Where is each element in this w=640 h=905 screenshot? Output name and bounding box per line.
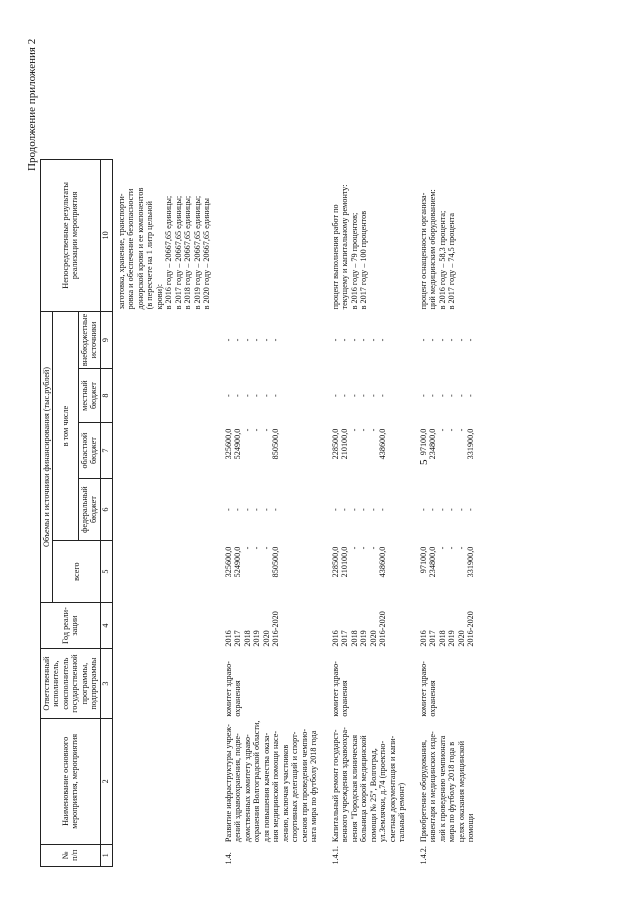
cell-line: -: [261, 546, 271, 550]
cell-line: 97100,0: [418, 546, 428, 574]
row-spacer: [320, 159, 330, 866]
cell-line: -: [437, 546, 447, 550]
name-cell: [418, 719, 477, 844]
cell-line: Капитальный ремонт государст-: [330, 729, 340, 843]
cell-line: 228500,0: [330, 546, 340, 578]
cell-line: охранения Волгоградской области,: [252, 720, 262, 843]
page-number: 5: [418, 459, 430, 465]
cell-line: крови):: [154, 283, 164, 310]
cell-line: -: [466, 394, 476, 397]
federal-cell: [418, 479, 477, 541]
cell-line: ния медицинской помощи насе-: [271, 730, 281, 843]
cell-line: -: [349, 338, 359, 342]
local-cell: [330, 369, 408, 423]
years-cell: [418, 603, 477, 649]
cell-line: 331900,0: [466, 546, 476, 578]
name-cell: [330, 719, 408, 844]
column-number: 6: [100, 479, 112, 541]
cell-line: -: [261, 394, 271, 397]
cell-line: -: [271, 508, 281, 511]
header-regional: областной бюджет: [78, 423, 100, 479]
header-total: всего: [53, 541, 100, 603]
cell-line: -: [368, 338, 378, 342]
column-number: 9: [100, 311, 112, 368]
extra-cell: [418, 311, 477, 368]
cell-line: в 2016 году – 79 процентов;: [349, 212, 359, 310]
cell-line: -: [437, 428, 447, 432]
cell-line: донорской крови и ее компонентов: [135, 187, 145, 310]
header-executor: Ответственный исполнитель, соисполнитель государственной программы, подпрограммы: [41, 649, 101, 719]
cell-line: -: [252, 338, 262, 342]
cell-line: -: [456, 428, 466, 432]
cell-line: -: [418, 394, 428, 397]
cell-line: 325600,0: [223, 546, 233, 578]
cell-line: комитет здраво-: [330, 661, 340, 717]
cell-line: -: [252, 508, 262, 511]
cell-line: -: [447, 508, 457, 511]
cell-line: -: [466, 508, 476, 511]
cell-line: венного учреждения здравоохра-: [340, 727, 350, 843]
cell-line: -: [242, 508, 252, 511]
cell-line: -: [437, 338, 447, 342]
cell-line: охранения: [428, 680, 438, 717]
cell-line: в 2017 году – 20667,65 единицы;: [173, 195, 183, 310]
regional-cell: [330, 423, 408, 479]
extra-cell: [330, 311, 408, 368]
cell-line: в 2016 году – 20667,65 единицы;: [164, 195, 174, 310]
column-number: 3: [100, 649, 112, 719]
results-cell: [330, 159, 408, 311]
cell-line: -: [261, 428, 271, 432]
cell-line: лению, включая участников: [280, 744, 290, 843]
cell-line: -: [368, 394, 378, 397]
cell-line: -: [340, 508, 350, 511]
cell-line: -: [223, 338, 233, 342]
cell-line: в 2019 году – 20667,65 единицы;: [192, 195, 202, 310]
cell-line: в 2018 году – 20667,65 единицы;: [183, 195, 193, 310]
table-row: [112, 159, 213, 866]
cell-line: 2018: [437, 630, 447, 647]
row-spacer: [408, 159, 418, 866]
cell-line: в 2020 году – 20667,65 единицы: [202, 198, 212, 310]
total-cell: [418, 541, 477, 603]
cell-line: -: [378, 508, 388, 511]
cell-line: 2019: [252, 630, 262, 647]
cell-line: -: [349, 428, 359, 432]
header-local: местный бюджет: [78, 369, 100, 423]
header-year: Год реали-зации: [41, 603, 101, 649]
cell-line: -: [418, 508, 428, 511]
cell-line: -: [271, 394, 281, 397]
total-cell: [223, 541, 320, 603]
results-cell: [418, 159, 477, 311]
cell-line: сменов при проведении чемпио-: [299, 728, 309, 843]
cell-line: помощи № 25", Волгоград,: [368, 748, 378, 843]
cell-line: 234800,0: [428, 428, 438, 460]
cell-line: в 2016 году – 58,3 процента;: [437, 210, 447, 310]
cell-line: ната мира по футболу 2018 года: [309, 730, 319, 843]
cell-line: (в пересчете на 1 литр цельной: [145, 201, 155, 310]
cell-line: -: [456, 394, 466, 397]
table-row: [223, 159, 320, 866]
cell-line: -: [368, 428, 378, 432]
cell-line: -: [340, 394, 350, 397]
column-number: 10: [100, 159, 112, 311]
executor-cell: [330, 649, 408, 719]
cell-line: 438600,0: [378, 546, 388, 578]
cell-line: 2017: [428, 630, 438, 647]
header-federal: федеральный бюджет: [78, 479, 100, 541]
years-cell: [223, 603, 320, 649]
cell-line: -: [242, 394, 252, 397]
cell-line: охранения: [340, 680, 350, 717]
row-number: 1.4.2.: [418, 846, 428, 865]
cell-line: 210100,0: [340, 428, 350, 460]
cell-line: -: [330, 508, 340, 511]
cell-line: процент оснащенности организа-: [418, 192, 428, 310]
cell-line: сметная документация и капи-: [387, 735, 397, 843]
cell-line: -: [330, 394, 340, 397]
row-spacer: [213, 159, 223, 866]
local-cell: [223, 369, 320, 423]
cell-line: -: [359, 394, 369, 397]
cell-line: в 2017 году – 100 процентов: [359, 210, 369, 310]
cell-line: текущему и капитальному ремонту:: [340, 184, 350, 310]
cell-line: -: [368, 508, 378, 511]
cell-line: -: [340, 338, 350, 342]
cell-line: 2020: [368, 630, 378, 647]
cell-line: 2020: [261, 630, 271, 647]
column-number: 7: [100, 423, 112, 479]
cell-line: -: [378, 338, 388, 342]
name-cell: [223, 719, 320, 844]
cell-line: целях оказания медицинской: [456, 740, 466, 843]
cell-line: 2019: [447, 630, 457, 647]
cell-line: 2020: [456, 630, 466, 647]
header-results: Непосредственные результаты реализации мероприятия: [41, 159, 101, 311]
cell-line: мира по футболу 2018 года в: [447, 741, 457, 843]
cell-line: больница скорой медицинской: [359, 735, 369, 843]
cell-line: заготовка, хранение, транспорти-: [116, 193, 126, 310]
cell-line: Приобретение оборудования,: [418, 739, 428, 843]
cell-line: 234800,0: [428, 546, 438, 578]
row-number: 1.4.: [223, 852, 233, 865]
cell-line: -: [349, 546, 359, 550]
cell-line: -: [368, 546, 378, 550]
total-cell: [330, 541, 408, 603]
cell-line: 850500,0: [271, 428, 281, 460]
federal-cell: [223, 479, 320, 541]
cell-line: помощи: [466, 813, 476, 843]
cell-line: -: [456, 508, 466, 511]
cell-line: в 2017 году – 74,5 процента: [447, 212, 457, 310]
cell-line: для повышения качества оказа-: [261, 732, 271, 843]
cell-line: -: [466, 338, 476, 342]
federal-cell: [330, 479, 408, 541]
cell-line: процент выполнения работ по: [330, 204, 340, 310]
cell-line: 2016: [418, 630, 428, 647]
cell-line: 2018: [242, 630, 252, 647]
cell-line: дений здравоохранения, подве-: [233, 733, 243, 843]
cell-line: -: [456, 338, 466, 342]
cell-line: -: [271, 338, 281, 342]
column-number: 5: [100, 541, 112, 603]
regional-cell: [223, 423, 320, 479]
cell-line: -: [223, 508, 233, 511]
cell-line: 524900,0: [233, 546, 243, 578]
cell-line: 2016-2020: [466, 611, 476, 647]
cell-line: -: [447, 338, 457, 342]
cell-line: -: [359, 338, 369, 342]
cell-line: -: [261, 338, 271, 342]
cell-line: -: [252, 546, 262, 550]
table-row: [418, 159, 477, 866]
cell-line: -: [378, 394, 388, 397]
cell-line: 2016: [330, 630, 340, 647]
column-number: 2: [100, 719, 112, 844]
cell-line: домственных комитету здраво-: [242, 734, 252, 843]
table-row: [330, 159, 408, 866]
cell-line: 850500,0: [271, 546, 281, 578]
local-cell: [418, 369, 477, 423]
cell-line: -: [428, 394, 438, 397]
cell-line: -: [233, 394, 243, 397]
cell-line: охранения: [233, 680, 243, 717]
cell-line: -: [233, 508, 243, 511]
cell-line: 331900,0: [466, 428, 476, 460]
cell-line: -: [261, 508, 271, 511]
cell-line: -: [349, 394, 359, 397]
cell-line: тальный ремонт): [397, 782, 407, 843]
cell-line: -: [349, 508, 359, 511]
cell-line: -: [428, 508, 438, 511]
cell-line: -: [437, 394, 447, 397]
cell-line: -: [252, 394, 262, 397]
cell-line: 2018: [349, 630, 359, 647]
results-cell: [223, 159, 320, 311]
column-number: 4: [100, 603, 112, 649]
cell-line: 524900,0: [233, 428, 243, 460]
cell-line: ций медицинским оборудованием:: [428, 189, 438, 310]
cell-line: -: [447, 394, 457, 397]
cell-line: -: [242, 546, 252, 550]
cell-line: -: [242, 428, 252, 432]
header-extra: внебюджетные источники: [78, 311, 100, 368]
regional-cell: [418, 423, 477, 479]
cell-line: 2016-2020: [378, 611, 388, 647]
extra-cell: [223, 311, 320, 368]
cell-line: -: [428, 338, 438, 342]
results-cell: [112, 159, 213, 311]
column-number: 1: [100, 844, 112, 866]
executor-cell: [418, 649, 477, 719]
cell-line: -: [418, 338, 428, 342]
cell-line: 228500,0: [330, 428, 340, 460]
cell-line: 2016-2020: [271, 611, 281, 647]
cell-line: -: [252, 428, 262, 432]
cell-line: 2017: [340, 630, 350, 647]
cell-line: спортивных делегаций и спорт-: [290, 731, 300, 843]
cell-line: комитет здраво-: [418, 661, 428, 717]
column-number: 8: [100, 369, 112, 423]
header-incl: в том числе: [53, 311, 78, 540]
cell-line: -: [456, 546, 466, 550]
cell-line: -: [233, 338, 243, 342]
cell-line: 2016: [223, 630, 233, 647]
header-finance: Объемы и источники финансирования (тыс.рублей): [41, 311, 53, 602]
cell-line: -: [223, 394, 233, 397]
cell-line: 210100,0: [340, 546, 350, 578]
program-table: [40, 159, 477, 867]
cell-line: комитет здраво-: [223, 661, 233, 717]
cell-line: 2017: [233, 630, 243, 647]
cell-line: инвентаря и медицинских изде-: [428, 731, 438, 843]
cell-line: ул.Землячки, д.74 (проектно-: [378, 740, 388, 843]
executor-cell: [223, 649, 320, 719]
cell-line: -: [242, 338, 252, 342]
cell-line: 2019: [359, 630, 369, 647]
cell-line: -: [359, 508, 369, 511]
cell-line: -: [359, 546, 369, 550]
row-number: 1.4.1.: [330, 846, 340, 865]
years-cell: [330, 603, 408, 649]
header-no: № п/п: [41, 844, 101, 866]
cell-line: 325600,0: [223, 428, 233, 460]
cell-line: -: [447, 428, 457, 432]
cell-line: 97100,0: [418, 428, 428, 456]
cell-line: ровка и обеспечение безопасности: [126, 188, 136, 310]
cell-line: лий к проведению чемпионата: [437, 735, 447, 843]
cell-line: 438600,0: [378, 428, 388, 460]
header-name: Наименование основного мероприятия, мероприятия: [41, 719, 101, 844]
cell-line: -: [437, 508, 447, 511]
cell-line: Развитие инфраструктуры учреж-: [223, 724, 233, 843]
cell-line: -: [359, 428, 369, 432]
cell-line: нения "Городская клиническая: [349, 734, 359, 843]
cell-line: -: [330, 338, 340, 342]
continuation-label: Продолжение приложения 2: [26, 38, 38, 171]
cell-line: -: [447, 546, 457, 550]
